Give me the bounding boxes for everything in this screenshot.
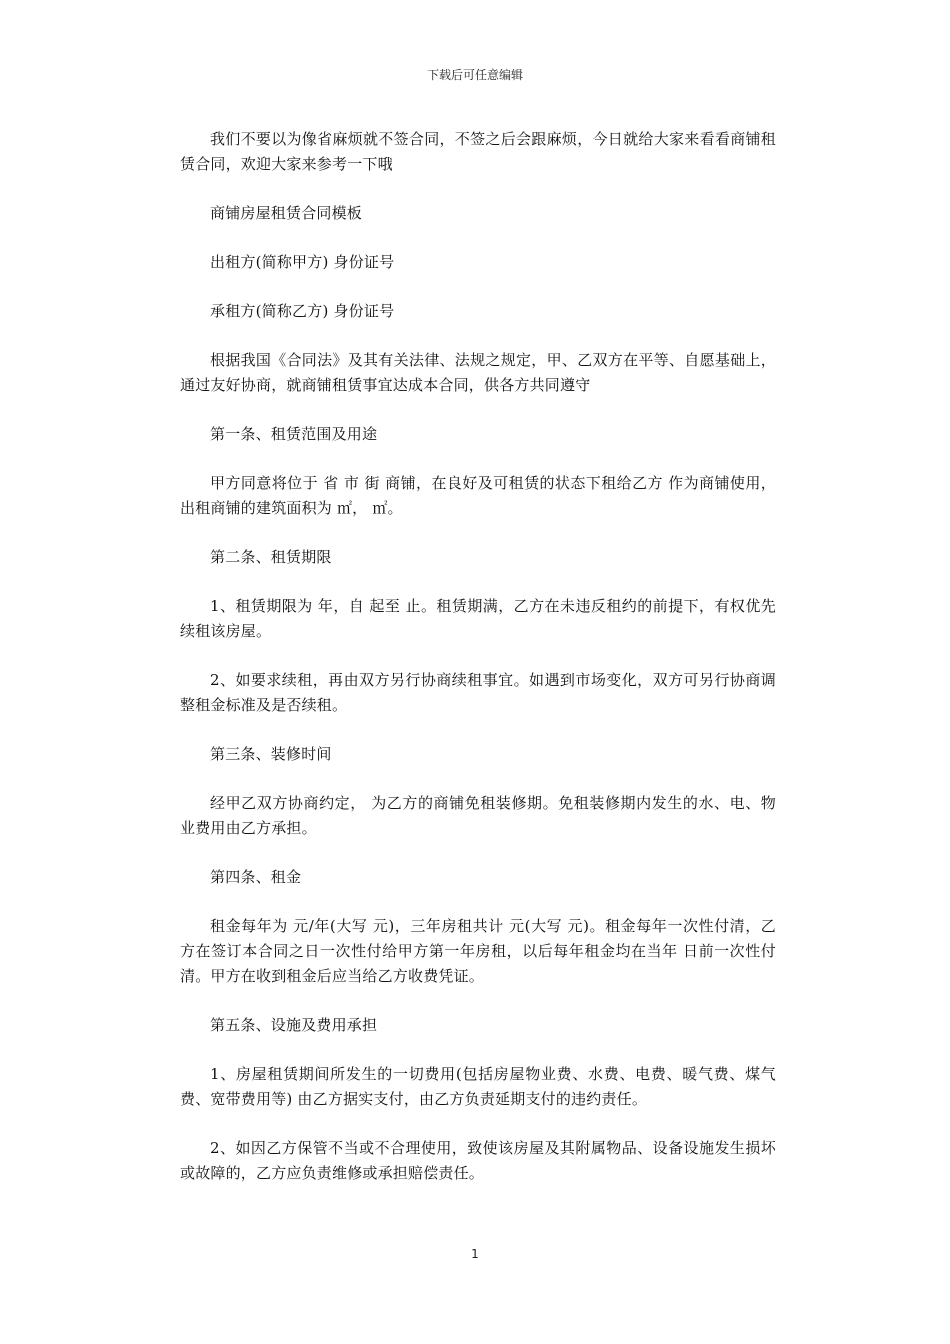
- contract-title: 商铺房屋租赁合同模板: [210, 204, 363, 222]
- lessee-line: 承租方(简称乙方) 身份证号: [210, 302, 395, 320]
- article-2-clause-1: 1、租赁期限为 年，自 起至 止。租赁期满，乙方在未违反租约的前提下，有权优先续租该房屋。: [180, 597, 776, 640]
- intro-paragraph: 我们不要以为像省麻烦就不签合同，不签之后会跟麻烦，今日就给大家来看看商铺租赁合同，欢迎大家来参考一下哦: [180, 130, 776, 173]
- article-3-body: 经甲乙双方协商约定， 为乙方的商铺免租装修期。免租装修期内发生的水、电、物业费用由乙方承担。: [180, 794, 776, 837]
- article-4-heading: 第四条、租金: [210, 868, 302, 886]
- lessor-line: 出租方(简称甲方) 身份证号: [210, 253, 395, 271]
- article-5-heading: 第五条、设施及费用承担: [210, 1016, 378, 1034]
- article-1-heading: 第一条、租赁范围及用途: [210, 425, 378, 443]
- article-2-clause-2: 2、如要求续租，再由双方另行协商续租事宜。如遇到市场变化，双方可另行协商调整租金标准及是否续租。: [180, 671, 776, 714]
- document-body: [180, 127, 776, 1210]
- preamble-paragraph: 根据我国《合同法》及其有关法律、法规之规定，甲、乙双方在平等、自愿基础上，通过友好协商，就商铺租赁事宜达成本合同，供各方共同遵守: [180, 351, 776, 394]
- article-3-heading: 第三条、装修时间: [210, 745, 332, 763]
- page-number: 1: [471, 1247, 479, 1261]
- article-5-clause-2: 2、如因乙方保管不当或不合理使用，致使该房屋及其附属物品、设备设施发生损坏或故障的，乙方应负责维修或承担赔偿责任。: [180, 1139, 776, 1182]
- article-5-clause-1: 1、房屋租赁期间所发生的一切费用(包括房屋物业费、水费、电费、暖气费、煤气费、宽带费用等) 由乙方据实支付，由乙方负责延期支付的违约责任。: [180, 1065, 776, 1108]
- page-header: 下载后可任意编辑: [426, 68, 523, 82]
- article-1-body: 甲方同意将位于 省 市 街 商铺，在良好及可租赁的状态下租给乙方 作为商铺使用，出租商铺的建筑面积为 ㎡， ㎡。: [180, 474, 776, 517]
- article-4-body: 租金每年为 元/年(大写 元)，三年房租共计 元(大写 元)。租金每年一次性付清，乙方在签订本合同之日一次性付给甲方第一年房租，以后每年租金均在当年 日前一次性付清。甲方在收到租金后应当给乙方收费凭证。: [180, 917, 776, 985]
- article-2-heading: 第二条、租赁期限: [210, 548, 332, 566]
